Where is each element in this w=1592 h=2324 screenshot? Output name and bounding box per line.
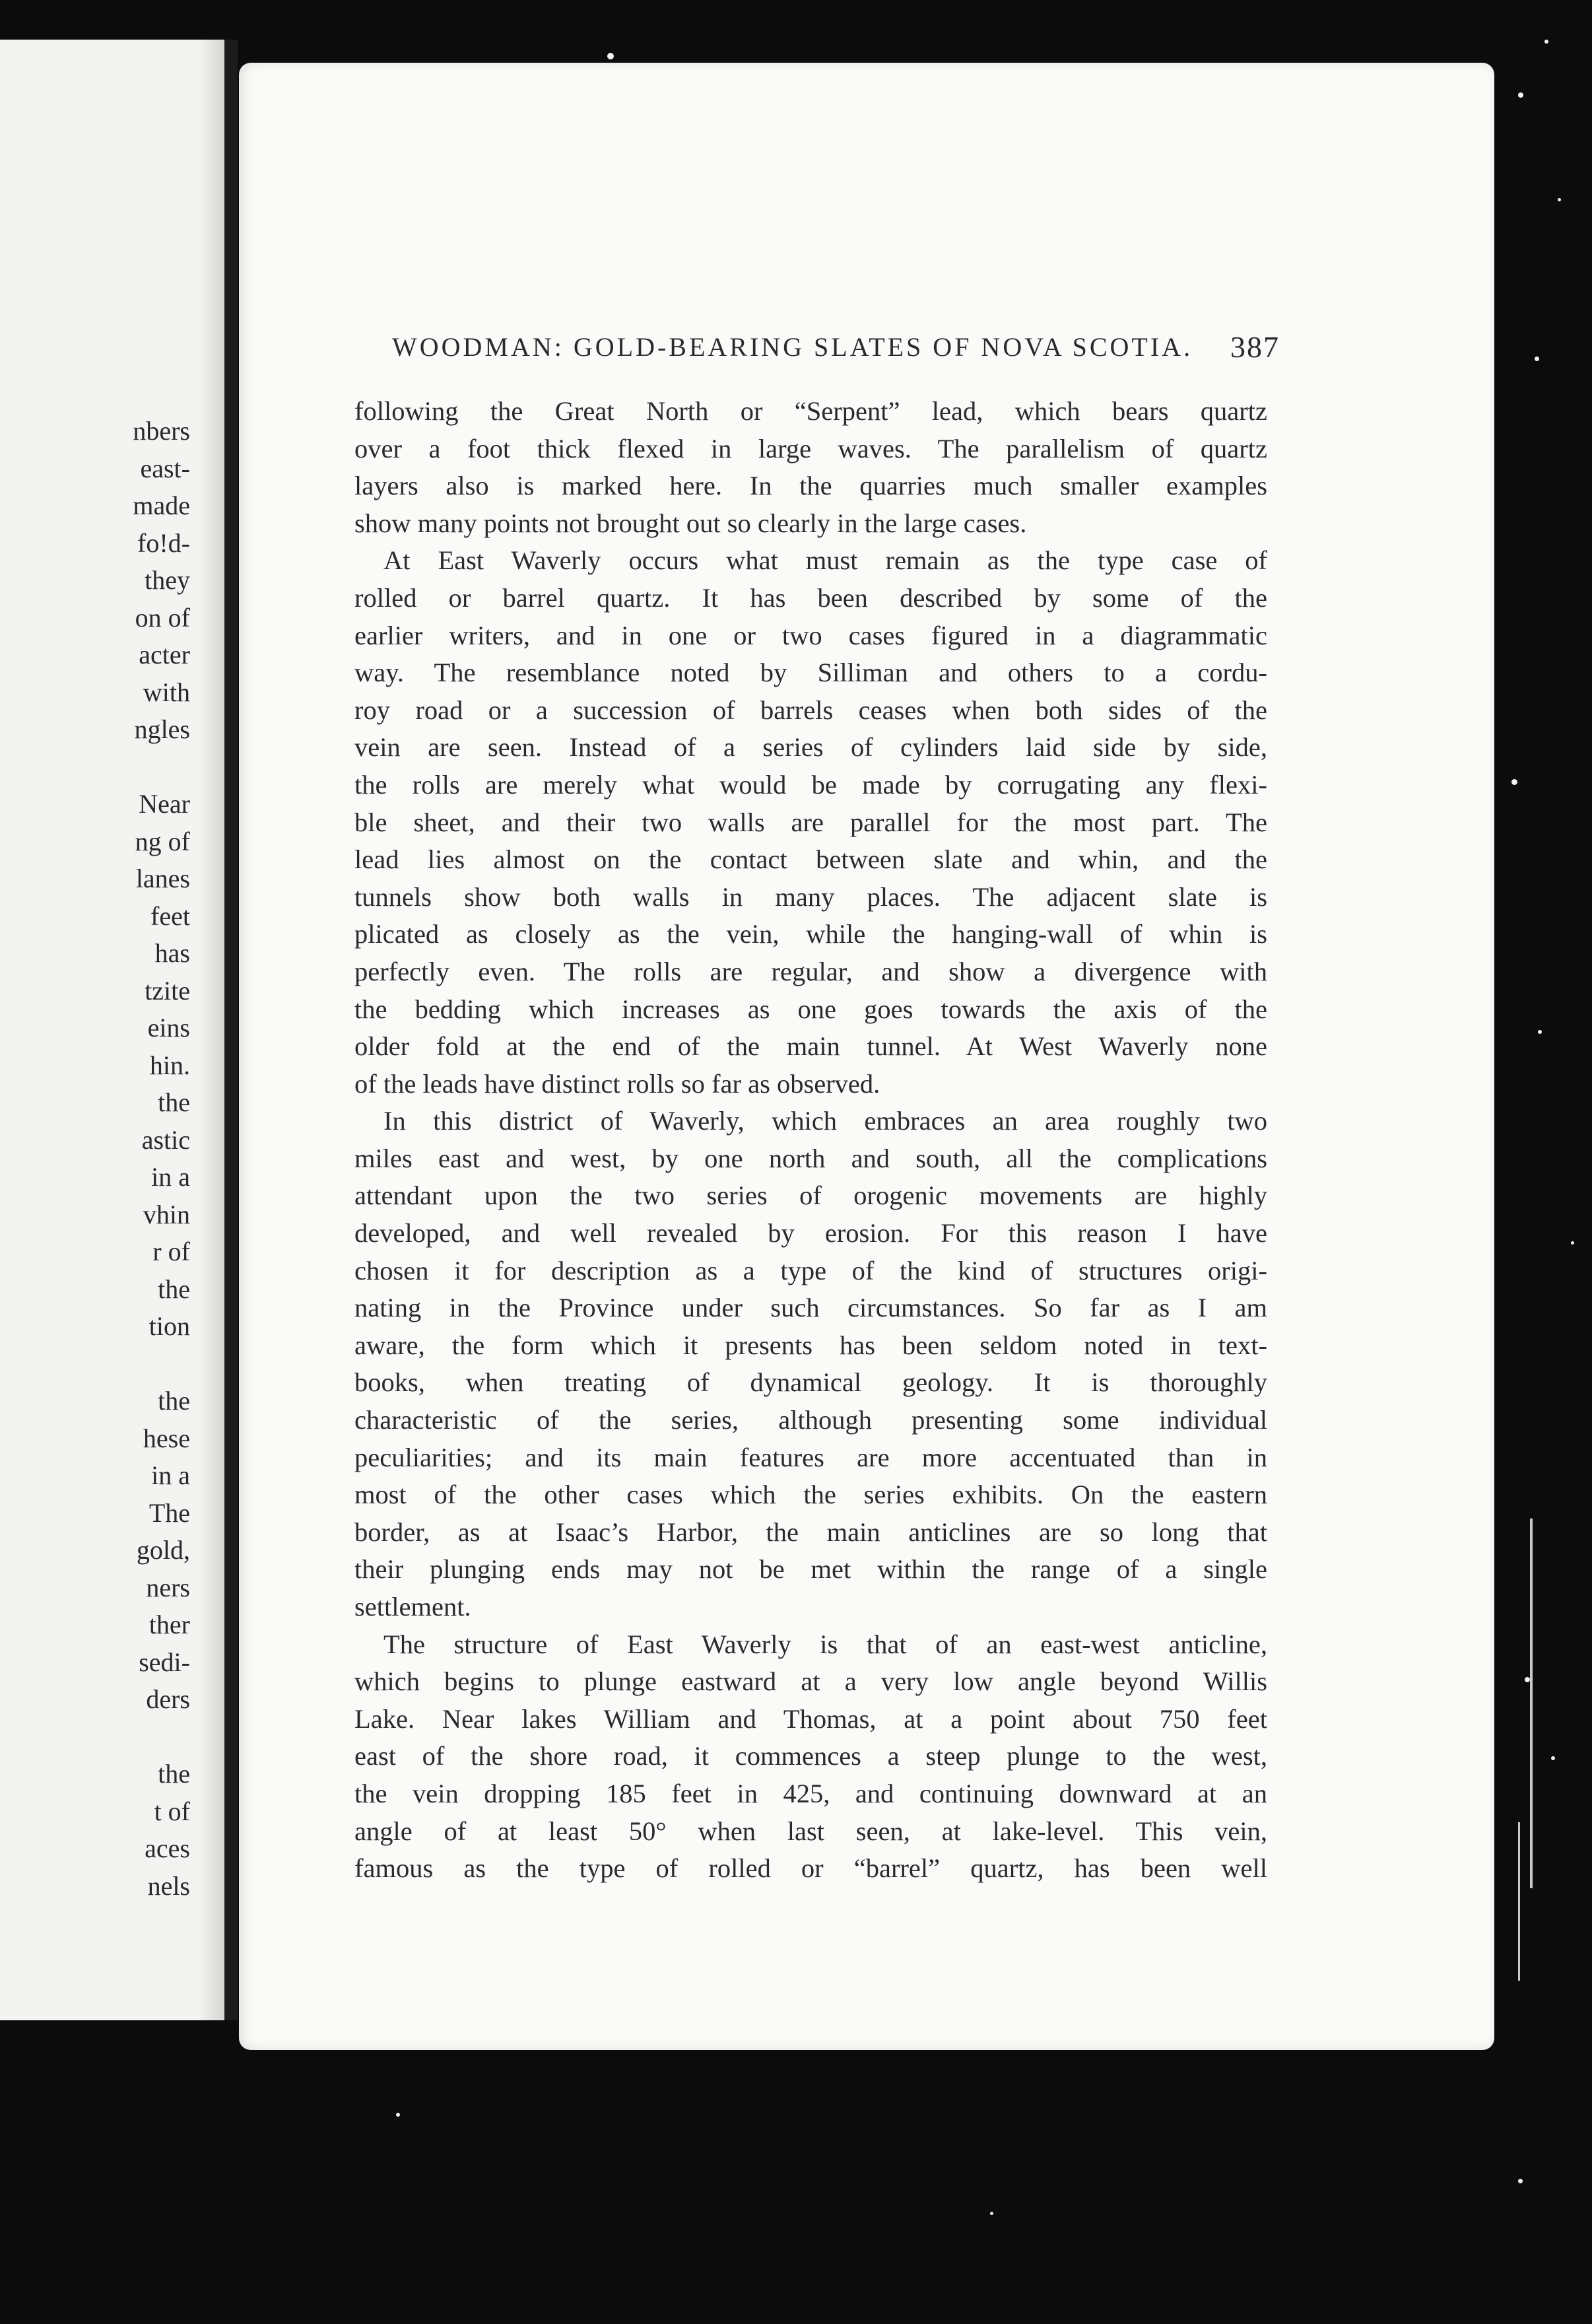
left-page-line: eins: [147, 1013, 190, 1042]
text-line: east of the shore road, it commences a steep plunge to the west,: [354, 1741, 1267, 1771]
gutter-shadow: [198, 40, 224, 2020]
left-page-line: they: [145, 565, 190, 595]
text-line: following the Great North or “Serpent” lead, which bears quartz: [354, 396, 1267, 426]
text-line: the bedding which increases as one goes towards the axis of the: [354, 994, 1267, 1024]
left-page-line: tzite: [145, 975, 190, 1006]
text-line: perfectly even. The rolls are regular, and show a divergence with: [354, 956, 1267, 986]
text-line: tunnels show both walls in many places. The adjacent slate is: [354, 881, 1267, 912]
text-line: of the leads have distinct rolls so far as observed.: [354, 1068, 880, 1099]
left-page-line: hin.: [149, 1050, 190, 1080]
text-line: attendant upon the two series of orogenic movements are highly: [354, 1180, 1267, 1211]
left-page-line: has: [154, 938, 190, 968]
text-line: show many points not brought out so clearly in the large cases.: [354, 508, 1027, 538]
left-page-line: ngles: [134, 714, 190, 744]
text-line: plicated as closely as the vein, while the hanging-wall of whin is: [354, 919, 1267, 949]
left-page-line: r of: [152, 1237, 190, 1266]
scan-streak: [1530, 1519, 1533, 1888]
text-line: earlier writers, and in one or two cases figured in a diagrammatic: [354, 620, 1267, 650]
left-page-line: t of: [154, 1796, 190, 1826]
text-line: settlement.: [354, 1592, 471, 1622]
left-page-line: sedi-: [139, 1647, 190, 1677]
left-page-line: in a: [151, 1460, 190, 1490]
left-page-line: in a: [151, 1162, 190, 1192]
left-page-line: nels: [147, 1870, 190, 1901]
left-page-line: ther: [149, 1610, 190, 1639]
text-line: their plunging ends may not be met within the range of a single: [354, 1554, 1267, 1585]
scan-speck: [1525, 1677, 1530, 1682]
text-line: which begins to plunge eastward at a very low angle beyond Willis: [354, 1666, 1267, 1697]
left-page-line: [133, 749, 190, 786]
text-line: miles east and west, by one north and south, all the complications: [354, 1143, 1267, 1173]
text-line: developed, and well revealed by erosion. For this reason I have: [354, 1218, 1267, 1248]
left-page-line: east-: [140, 453, 190, 483]
left-page-line: lanes: [135, 864, 190, 893]
text-line: In this district of Waverly, which embraces an area roughly two: [383, 1106, 1267, 1136]
text-line: way. The resemblance noted by Silliman and others to a cordu-: [354, 658, 1267, 688]
scan-speck: [1518, 92, 1523, 98]
left-page-line: ners: [146, 1572, 190, 1602]
left-page-line: fo!d-: [137, 528, 190, 558]
left-page-line: vhin: [143, 1199, 190, 1229]
text-line: over a foot thick flexed in large waves. The parallelism of quartz: [354, 433, 1267, 463]
left-page-line: ders: [146, 1684, 190, 1714]
text-line: ble sheet, and their two walls are parallel for the most part. The: [354, 807, 1267, 837]
scan-speck: [1558, 198, 1561, 201]
scan-speck: [1571, 1241, 1574, 1245]
text-line: nating in the Province under such circumstances. So far as I am: [354, 1293, 1267, 1323]
text-line: chosen it for description as a type of the kind of structures origi-: [354, 1255, 1267, 1285]
text-line: most of the other cases which the series exhibits. On the eastern: [354, 1480, 1267, 1510]
text-line: vein are seen. Instead of a series of cylinders laid side by side,: [354, 732, 1267, 763]
scan-speck: [396, 2113, 400, 2117]
scan-speck: [1535, 357, 1539, 361]
left-facing-page: [0, 40, 224, 2020]
text-line: The structure of East Waverly is that of an east-west anticline,: [383, 1629, 1267, 1659]
scan-speck: [1538, 1030, 1542, 1034]
left-page-line: hese: [143, 1423, 190, 1453]
text-line: the rolls are merely what would be made by corrugating any flexi-: [354, 769, 1267, 800]
left-page-line: The: [149, 1497, 190, 1528]
scan-speck: [1544, 40, 1548, 44]
left-page-line: tion: [149, 1311, 190, 1341]
left-page-line: [133, 1719, 190, 1756]
scan-speck: [1551, 1756, 1555, 1760]
left-page-line: feet: [150, 901, 190, 931]
left-page-line: made: [133, 491, 190, 520]
page-number: 387: [1230, 329, 1280, 364]
running-head: [392, 324, 1280, 370]
text-line: angle of at least 50° when last seen, at lake-level. This vein,: [354, 1816, 1267, 1846]
left-page-line: Near: [139, 789, 190, 819]
left-page-line: aces: [145, 1833, 190, 1863]
left-page-line: the: [158, 1759, 190, 1789]
text-line: famous as the type of rolled or “barrel” quartz, has been well: [354, 1853, 1267, 1884]
text-line: books, when treating of dynamical geology. It is thoroughly: [354, 1367, 1267, 1398]
text-line: roy road or a succession of barrels ceases when both sides of the: [354, 695, 1267, 725]
scan-speck: [607, 53, 614, 59]
left-page-line: gold,: [136, 1535, 190, 1565]
text-line: layers also is marked here. In the quarries much smaller examples: [354, 471, 1267, 501]
scan-speck: [1518, 2179, 1523, 2183]
text-line: border, as at Isaac’s Harbor, the main anticlines are so long that: [354, 1517, 1267, 1547]
left-page-line: with: [143, 677, 190, 707]
left-page-line: [133, 1346, 190, 1383]
left-page-line: the: [158, 1274, 190, 1304]
running-head-title: WOODMAN: GOLD-BEARING SLATES OF NOVA SCOTIA.: [392, 331, 1193, 362]
left-page-line: ng of: [135, 826, 190, 856]
text-line: older fold at the end of the main tunnel. At West Waverly none: [354, 1031, 1267, 1062]
scan-speck: [990, 2212, 993, 2215]
scan-streak: [1518, 1822, 1520, 1981]
left-page-line: on of: [135, 602, 190, 632]
text-line: rolled or barrel quartz. It has been described by some of the: [354, 582, 1267, 613]
left-page-line: the: [158, 1087, 190, 1117]
text-line: the vein dropping 185 feet in 425, and continuing downward at an: [354, 1778, 1267, 1808]
text-line: Lake. Near lakes William and Thomas, at a point about 750 feet: [354, 1703, 1267, 1734]
text-line: peculiarities; and its main features are more accentuated than in: [354, 1442, 1267, 1472]
text-line: characteristic of the series, although presenting some individual: [354, 1405, 1267, 1435]
left-page-line: astic: [141, 1124, 190, 1155]
left-page-line: the: [158, 1386, 190, 1416]
left-page-line: acter: [139, 640, 190, 669]
book-gutter: [224, 40, 238, 2020]
scan-speck: [1511, 779, 1517, 785]
text-line: At East Waverly occurs what must remain as the type case of: [383, 545, 1267, 576]
left-page-text: [133, 413, 190, 1905]
left-page-line: nbers: [133, 416, 190, 446]
text-line: aware, the form which it presents has been seldom noted in text-: [354, 1330, 1267, 1360]
right-page: [239, 63, 1494, 2050]
body-text: [354, 393, 1267, 1888]
text-line: lead lies almost on the contact between slate and whin, and the: [354, 844, 1267, 875]
